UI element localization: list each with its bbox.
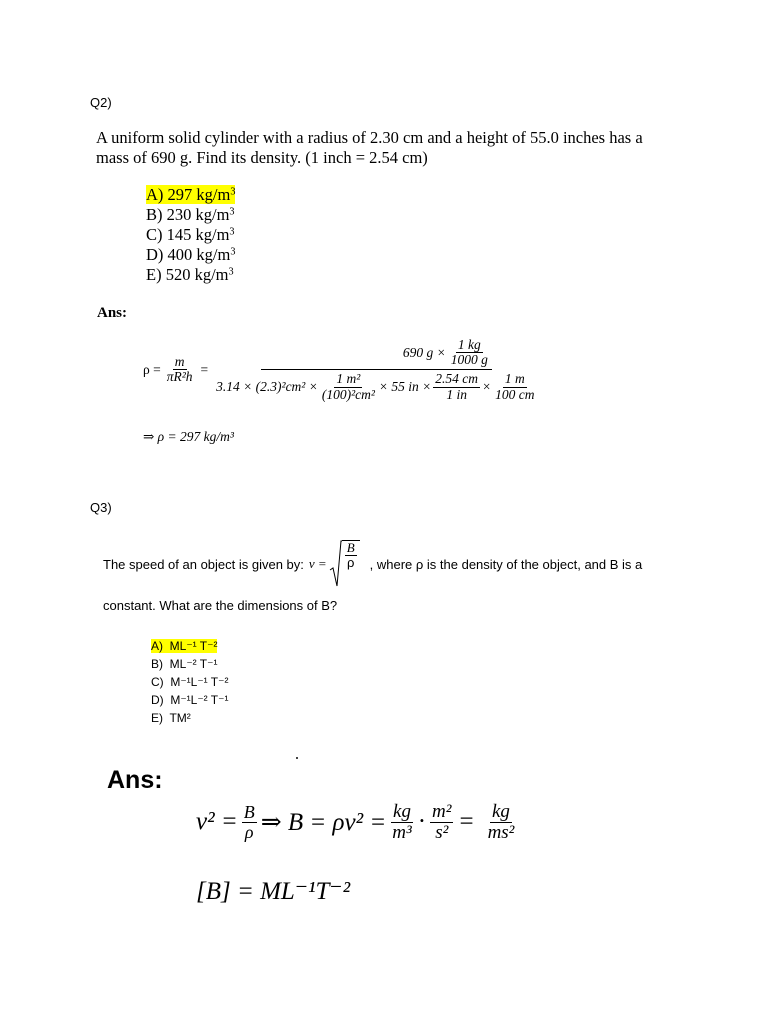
g-den: 1000 g (450, 352, 488, 368)
q2-option-exp: 3 (229, 226, 235, 238)
eq-dot: · (417, 808, 427, 836)
q2-option-letter: B) (146, 205, 163, 224)
q3-question-post: , where ρ is the density of the object, and B is a (369, 556, 643, 572)
q3-option-letter: D) (151, 693, 164, 707)
q3-option-value: M⁻¹L⁻² T⁻¹ (170, 693, 229, 707)
density-numerator (261, 338, 492, 370)
q3-option-letter: E) (151, 711, 163, 725)
q2-option-letter: D) (146, 245, 164, 264)
q2-option-b (146, 205, 235, 225)
q2-option-value: 145 kg/m (166, 225, 230, 244)
density-denominator (214, 370, 538, 401)
rho-equals: = (200, 361, 209, 377)
rho-numerator: m (174, 354, 185, 370)
q2-option-a-highlight (146, 185, 235, 204)
stray-dot (296, 757, 298, 759)
q3-option-e (151, 709, 228, 727)
kg-conversion (449, 338, 490, 367)
q2-question-line1: A uniform solid cylinder with a radius of 2.30 cm and a height of 55.0 inches has a (96, 128, 643, 147)
q3-option-c (151, 673, 228, 691)
meter-conversion (493, 372, 536, 401)
q2-option-value: 400 kg/m (167, 245, 231, 264)
in-den: 1 in (446, 386, 467, 402)
q3-option-a (151, 637, 228, 655)
q2-option-value: 230 kg/m (166, 205, 230, 224)
mass-term: 690 g × (402, 344, 446, 360)
q3-option-letter: C) (151, 675, 164, 689)
m2-num: 1 m² (336, 371, 361, 387)
cm100-den: 100 cm (495, 386, 535, 402)
q3-option-value: TM² (169, 711, 191, 725)
area-conversion (320, 372, 377, 401)
q3-option-value: ML⁻¹ T⁻² (169, 639, 218, 653)
times-sign: × (482, 378, 492, 394)
q3-ans-label: Ans: (107, 766, 163, 794)
q3-option-value: ML⁻² T⁻¹ (169, 657, 218, 671)
cm-num: 2.54 cm (435, 371, 479, 387)
ms2-den: ms² (487, 821, 515, 843)
q2-option-letter: E) (146, 265, 162, 284)
q3-options (151, 637, 228, 727)
m2-num: m² (432, 801, 452, 822)
q2-result: ⇒ ρ = 297 kg/m³ (143, 429, 234, 444)
rho-denominator: πR²h (166, 369, 193, 385)
density-big-fraction (214, 338, 538, 402)
sqrt-denominator: ρ (346, 554, 355, 570)
area-term: 3.14 × (2.3)²cm² × (216, 378, 318, 394)
q2-option-value: 520 kg/m (165, 265, 229, 284)
q2-option-d (146, 245, 235, 265)
q3-option-b (151, 655, 228, 673)
q2-derivation (143, 338, 539, 402)
rho-den: ρ (244, 821, 254, 842)
q2-option-a (146, 185, 235, 205)
q2-option-exp: 3 (228, 266, 234, 278)
sqrt-fraction (342, 540, 360, 588)
sqrt-radical-icon (329, 540, 342, 588)
q2-option-value: 297 kg/m (167, 185, 231, 204)
m2-s2-fraction (430, 802, 453, 843)
q2-options (146, 185, 235, 285)
b-over-rho-fraction (242, 803, 257, 842)
q2-ans-label: Ans: (97, 305, 128, 321)
sqrt-numerator: B (346, 540, 355, 555)
q3-question-pre: The speed of an object is given by: (103, 556, 304, 572)
q2-option-exp: 3 (230, 186, 236, 198)
kg-ms2-fraction (486, 802, 517, 843)
q3-option-a-highlight (151, 639, 217, 653)
kg-num: kg (393, 801, 411, 822)
kg-m3-fraction (390, 802, 413, 843)
q2-question (96, 128, 696, 168)
s2-den: s² (435, 821, 449, 843)
q2-option-e (146, 265, 235, 285)
q3-question-line1 (103, 540, 642, 588)
q3-option-letter: B) (151, 657, 163, 671)
kg2-num: kg (492, 801, 510, 822)
eq-equals: = (459, 808, 474, 836)
rho-eq: ρ = (143, 361, 161, 377)
eq-mid: ⇒ B = ρv² = (260, 809, 387, 837)
q3-equation-1 (196, 802, 516, 843)
q2-label: Q2) (90, 95, 112, 110)
rho-fraction (165, 355, 195, 384)
q3-option-letter: A) (151, 639, 163, 653)
q2-question-line2: mass of 690 g. Find its density. (1 inch = 2.54 cm) (96, 148, 428, 167)
inch-conversion (433, 372, 480, 401)
q2-option-letter: C) (146, 225, 163, 244)
q3-equation-2: [B] = ML⁻¹T⁻² (196, 878, 351, 905)
eq-v2: v² = (196, 808, 238, 836)
q3-option-value: M⁻¹L⁻¹ T⁻² (170, 675, 229, 689)
q2-option-c (146, 225, 235, 245)
kg-num: 1 kg (457, 337, 481, 352)
height-term: × 55 in × (378, 378, 432, 394)
q3-v-eq: v = (308, 556, 327, 571)
q2-option-letter: A) (146, 185, 164, 204)
cm2-den: (100)²cm² (321, 386, 375, 402)
q3-label: Q3) (90, 500, 112, 515)
b-num: B (243, 802, 255, 823)
sqrt-expression (329, 540, 360, 588)
m-num: 1 m (504, 371, 525, 387)
m3-den: m³ (392, 821, 412, 843)
q2-option-exp: 3 (230, 246, 236, 258)
q2-option-exp: 3 (229, 206, 235, 218)
q3-option-d (151, 691, 228, 709)
q3-question-line2: constant. What are the dimensions of B? (103, 598, 338, 613)
